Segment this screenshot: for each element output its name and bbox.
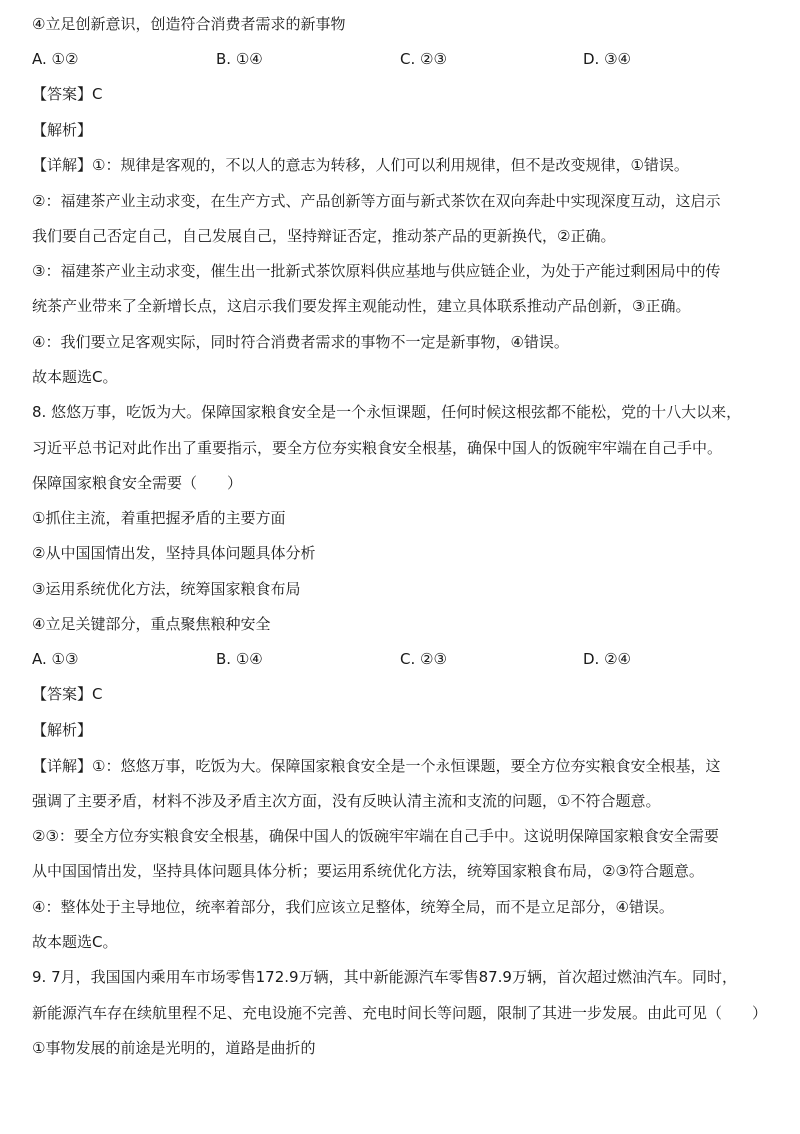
q8-statement-2: ②从中国国情出发，坚持具体问题具体分析 (32, 544, 316, 562)
q8-detail-line: ④：整体处于主导地位，统率着部分，我们应该立足整体，统筹全局，而不是立足部分，④错误。 (32, 898, 674, 916)
q8-statement-3: ③运用系统优化方法，统筹国家粮食布局 (32, 580, 301, 598)
q8-detail-line: 强调了主要矛盾，材料不涉及矛盾主次方面，没有反映认清主流和支流的问题，①不符合题意。 (32, 792, 661, 810)
q9-stem-line: 新能源汽车存在续航里程不足、充电设施不完善、充电时间长等问题，限制了其进一步发展。由此可见（ ） (32, 1004, 768, 1022)
q9-stem-line: 9. 7月，我国国内乘用车市场零售172.9万辆，其中新能源汽车零售87.9万辆，首次超过燃油汽车。同时， (32, 968, 737, 986)
q8-detail-line: 【详解】①：悠悠万事，吃饭为大。保障国家粮食安全是一个永恒课题，要全方位夯实粮食安全根基，这 (32, 757, 721, 775)
q7-option-c: C. ②③ (400, 50, 447, 68)
q8-option-c: C. ②③ (400, 650, 447, 668)
q8-detail-line: ②③：要全方位夯实粮食安全根基，确保中国人的饭碗牢牢端在自己手中。这说明保障国家粮食安全需要 (32, 827, 719, 845)
q7-answer: 【答案】C (32, 85, 103, 103)
q7-detail-line: 【详解】①：规律是客观的，不以人的意志为转移，人们可以利用规律，但不是改变规律，①错误。 (32, 156, 689, 174)
q8-question: 保障国家粮食安全需要（ ） (32, 474, 243, 492)
q9-statement-1: ①事物发展的前途是光明的，道路是曲折的 (32, 1039, 316, 1057)
q7-detail-line: 统茶产业带来了全新增长点，这启示我们要发挥主观能动性，建立具体联系推动产品创新，③正确。 (32, 297, 691, 315)
q7-detail-line: ②：福建茶产业主动求变，在生产方式、产品创新等方面与新式茶饮在双向奔赴中实现深度互动，这启示 (32, 192, 721, 210)
q8-stem-line: 习近平总书记对此作出了重要指示，要全方位夯实粮食安全根基，确保中国人的饭碗牢牢端在自己手中。 (32, 439, 723, 457)
q7-analysis-label: 【解析】 (32, 121, 93, 139)
q8-detail-line: 从中国国情出发，坚持具体问题具体分析；要运用系统优化方法，统筹国家粮食布局，②③符合题意。 (32, 862, 704, 880)
q7-option-a: A. ①② (32, 50, 79, 68)
q8-statement-1: ①抓住主流，着重把握矛盾的主要方面 (32, 509, 286, 527)
q8-answer: 【答案】C (32, 685, 103, 703)
q7-detail-line: ③：福建茶产业主动求变，催生出一批新式茶饮原料供应基地与供应链企业，为处于产能过剩困局中的传 (32, 262, 721, 280)
q8-statement-4: ④立足关键部分，重点聚焦粮种安全 (32, 615, 271, 633)
q8-conclusion: 故本题选C。 (32, 933, 118, 951)
q8-option-a: A. ①③ (32, 650, 79, 668)
q7-detail-line: ④：我们要立足客观实际，同时符合消费者需求的事物不一定是新事物，④错误。 (32, 333, 569, 351)
q8-analysis-label: 【解析】 (32, 721, 93, 739)
q7-option-b: B. ①④ (216, 50, 263, 68)
q8-stem-line: 8. 悠悠万事，吃饭为大。保障国家粮食安全是一个永恒课题，任何时候这根弦都不能松，党的十八大以来， (32, 403, 742, 421)
q7-option-d: D. ③④ (583, 50, 631, 68)
q7-detail-line: 我们要自己否定自己，自己发展自己，坚持辩证否定，推动茶产品的更新换代，②正确。 (32, 227, 616, 245)
q7-statement-4: ④立足创新意识，创造符合消费者需求的新事物 (32, 15, 346, 33)
q8-option-d: D. ②④ (583, 650, 631, 668)
q8-option-b: B. ①④ (216, 650, 263, 668)
q7-conclusion: 故本题选C。 (32, 368, 118, 386)
